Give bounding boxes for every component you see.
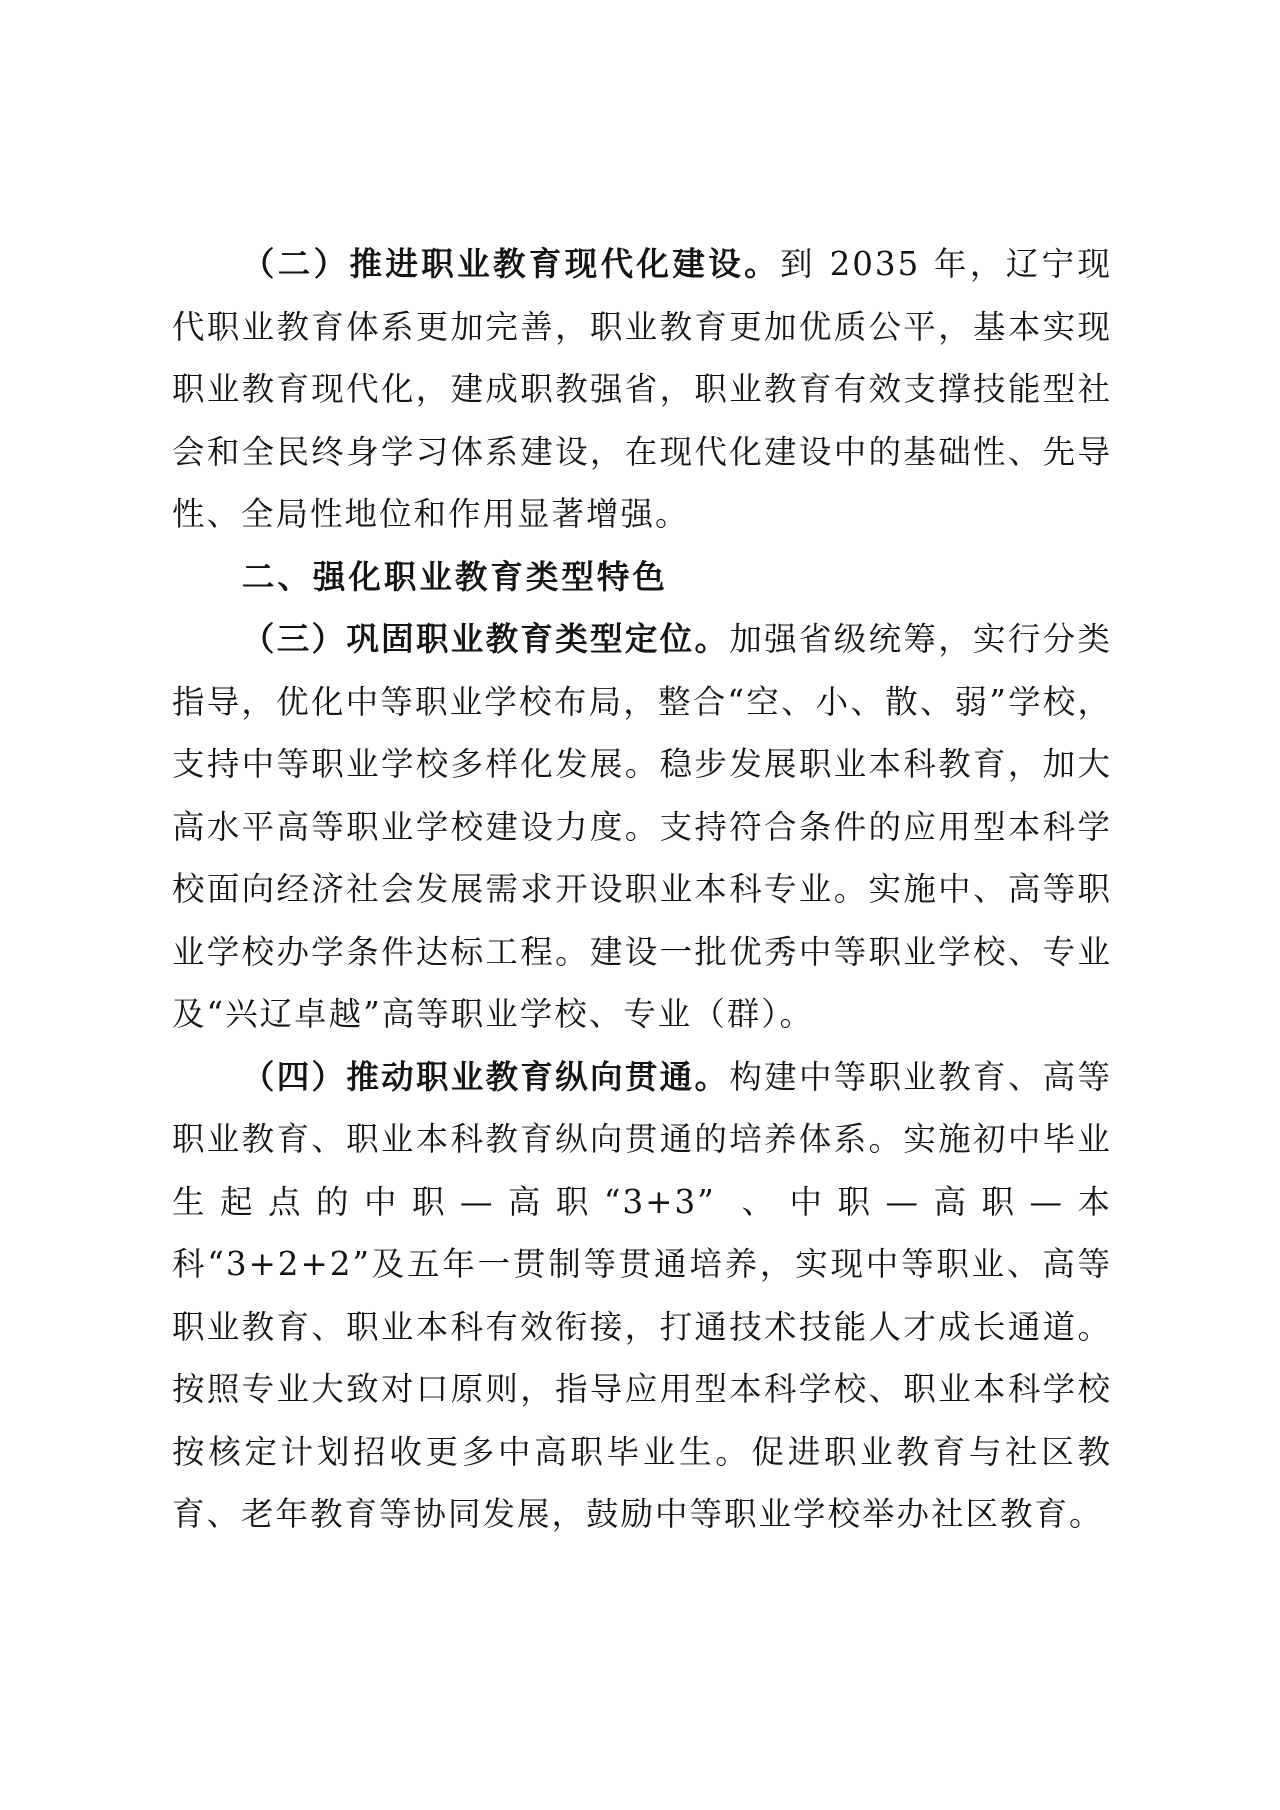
paragraph-text: 到 2035 年，辽宁现代职业教育体系更加完善，职业教育更加优质公平，基本实现职业教育现代化，建成职教强省，职业教育有效支撑技能型社会和全民终身学习体系建设，在现代化建设中的基础性、先导性、全局性地位和作用显著增强。	[172, 245, 1112, 533]
paragraph-lead: （四）推动职业教育纵向贯通。	[241, 1056, 730, 1096]
section-heading: 二、强化职业教育类型特色	[241, 557, 668, 596]
paragraph-lead: （二）推进职业教育现代化建设。	[241, 244, 780, 283]
paragraph-type-positioning	[172, 608, 1112, 1046]
paragraph-text: 加强省级统筹，实行分类指导，优化中等职业学校布局，整合“空、小、散、弱”学校，支持中等职业学校多样化发展。稳步发展职业本科教育，加大高水平高等职业学校建设力度。支持符合条件的应用型本科学校面向经济社会发展需求开设职业本科专业。实施中、高等职业学校办学条件达标工程。建设一批优秀中等职业学校、专业及“兴辽卓越”高等职业学校、专业（群）。	[172, 620, 1112, 1033]
paragraph-modernization	[172, 233, 1112, 546]
paragraph-text: 构建中等职业教育、高等职业教育、职业本科教育纵向贯通的培养体系。实施初中毕业生起点的中职—高职“3+3” 、中职—高职—本科“3+2+2”及五年一贯制等贯通培养，实现中等职业、高等职业教育、职业本科有效衔接，打通技术技能人才成长通道。按照专业大致对口原则，指导应用型本科学校、职业本科学校按核定计划招收更多中高职毕业生。促进职业教育与社区教育、老年教育等协同发展，鼓励中等职业学校举办社区教育。	[172, 1057, 1112, 1533]
document-body	[172, 233, 1112, 1546]
paragraph-vertical-integration	[172, 1046, 1112, 1546]
paragraph-lead: （三）巩固职业教育类型定位。	[241, 619, 730, 658]
